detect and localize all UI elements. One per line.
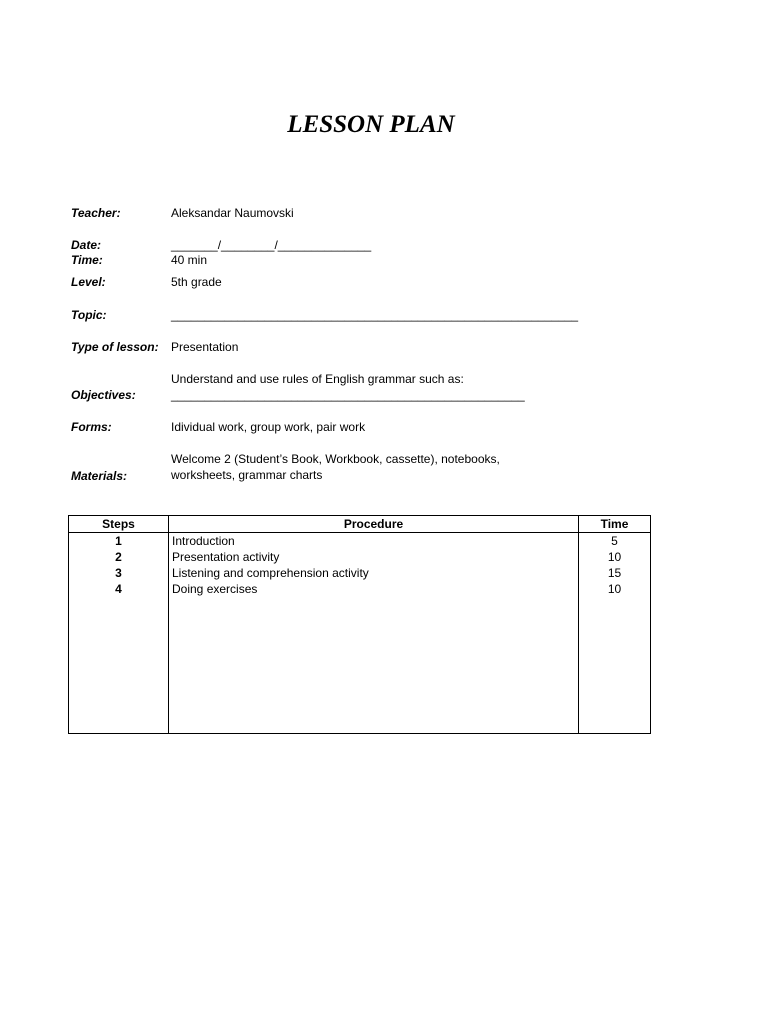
steps-header: Steps xyxy=(69,516,169,533)
empty-cell xyxy=(169,597,579,734)
forms-label: Forms: xyxy=(71,420,112,434)
materials-line-1: Welcome 2 (Student’s Book, Workbook, cassette), notebooks, xyxy=(171,452,500,466)
date-label: Date: xyxy=(71,238,102,252)
materials-label: Materials: xyxy=(71,469,128,483)
page-title: LESSON PLAN xyxy=(287,111,455,138)
step-number: 2 xyxy=(69,549,169,565)
step-time: 5 xyxy=(579,533,651,550)
table-row xyxy=(69,533,651,550)
step-time: 15 xyxy=(579,565,651,581)
objectives-line-1: Understand and use rules of English grammar such as: xyxy=(171,372,464,386)
materials-line-2: worksheets, grammar charts xyxy=(171,468,323,482)
teacher-label: Teacher: xyxy=(71,206,121,220)
step-number: 3 xyxy=(69,565,169,581)
date-value: _______/________/______________ xyxy=(171,238,372,252)
topic-value: _____________________________________________________________ xyxy=(171,308,579,322)
step-time: 10 xyxy=(579,549,651,565)
objectives-line-2: _____________________________________________________ xyxy=(171,388,525,402)
step-number: 4 xyxy=(69,581,169,597)
type-of-lesson-label: Type of lesson: xyxy=(71,340,159,354)
empty-cell xyxy=(69,597,169,734)
procedure-text: Presentation activity xyxy=(169,549,579,565)
topic-label: Topic: xyxy=(71,308,107,322)
level-value: 5th grade xyxy=(171,275,222,289)
step-number: 1 xyxy=(69,533,169,550)
step-time: 10 xyxy=(579,581,651,597)
forms-value: Idividual work, group work, pair work xyxy=(171,420,366,434)
table-header-row xyxy=(69,516,651,533)
procedure-text: Introduction xyxy=(169,533,579,550)
time-value: 40 min xyxy=(171,253,208,267)
objectives-label: Objectives: xyxy=(71,388,136,402)
table-row xyxy=(69,565,651,581)
procedure-text: Doing exercises xyxy=(169,581,579,597)
procedure-table xyxy=(68,515,651,734)
table-empty-space xyxy=(69,597,651,734)
type-of-lesson-value: Presentation xyxy=(171,340,239,354)
procedure-header: Procedure xyxy=(169,516,579,533)
teacher-value: Aleksandar Naumovski xyxy=(171,206,294,220)
table-row xyxy=(69,581,651,597)
time-header: Time xyxy=(579,516,651,533)
table-row xyxy=(69,549,651,565)
level-label: Level: xyxy=(71,275,106,289)
time-label: Time: xyxy=(71,253,103,267)
procedure-text: Listening and comprehension activity xyxy=(169,565,579,581)
empty-cell xyxy=(579,597,651,734)
